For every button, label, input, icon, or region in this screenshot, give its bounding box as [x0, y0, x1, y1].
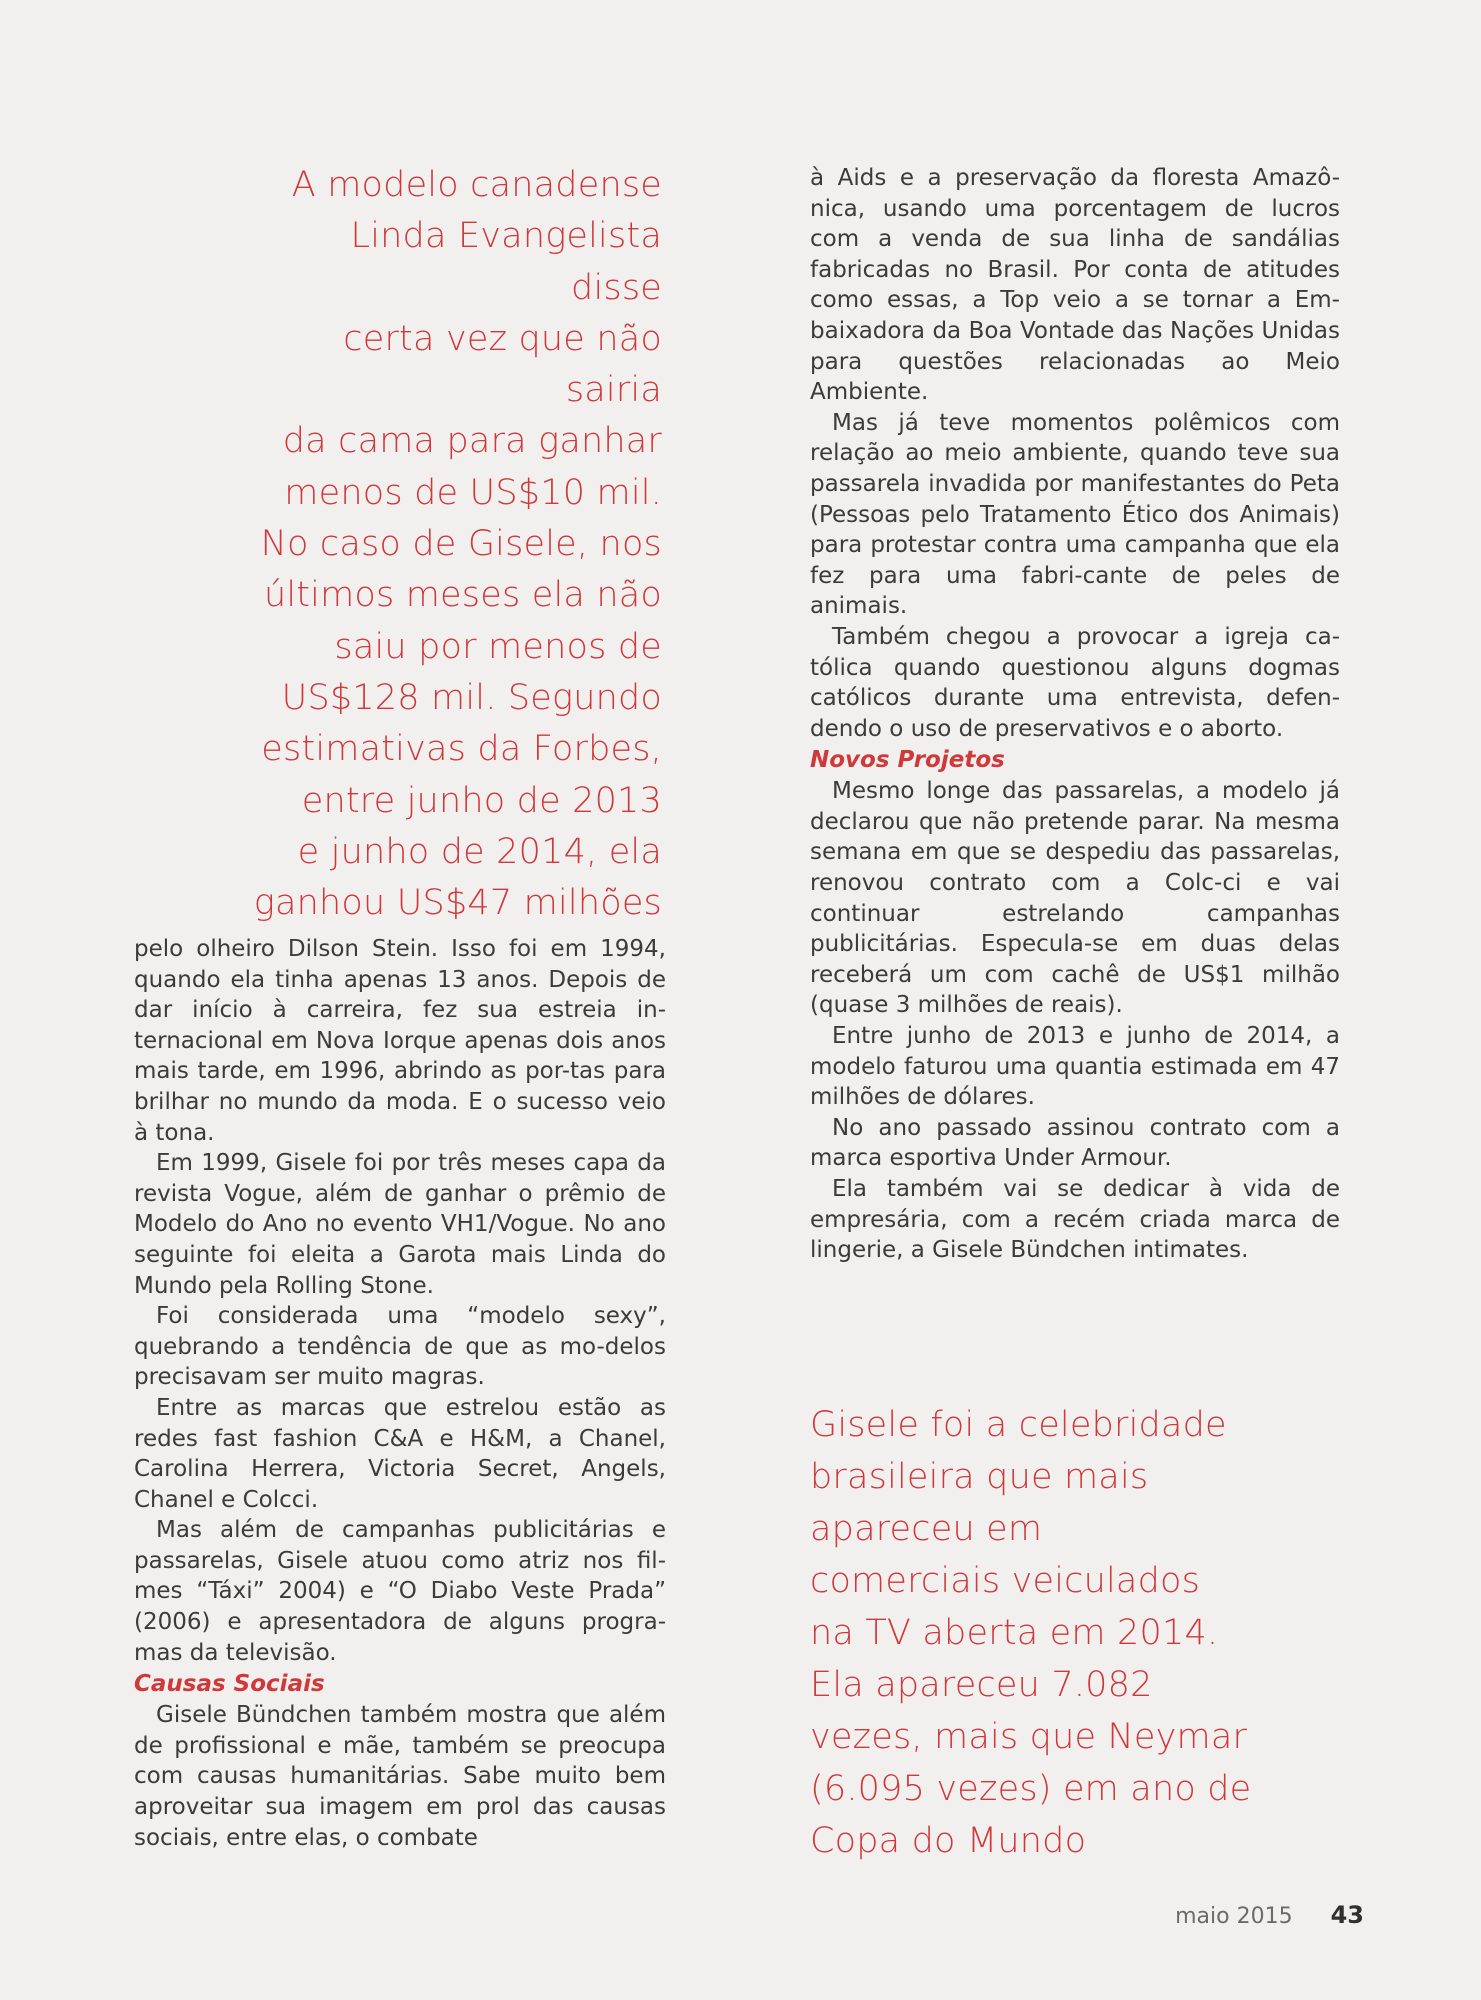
pull-quote-line: ganhou US$47 milhões [253, 883, 662, 924]
paragraph: Mas já teve momentos polêmicos com relação ao meio ambiente, quando teve sua passarela invadida por manifestantes do Peta (Pessoas pelo Tratamento Ético dos Animais) para protestar contra uma campanha que ela fez para uma fabri-cante de peles de animais. [810, 409, 1340, 620]
page-number: 43 [1330, 1901, 1364, 1929]
paragraph: Mesmo longe das passarelas, a modelo já declarou que não pretende parar. Na mesma semana em que se despediu das passarelas, renovou contrato com a Colc-ci e vai continuar estrelando campanhas publicitárias. Especula-se em duas delas receberá um com cachê de US$1 milhão (quase 3 milhões de reais). [810, 778, 1340, 1019]
pull-quote-line: estimativas da Forbes, [261, 729, 662, 770]
paragraph: Entre junho de 2013 e junho de 2014, a modelo faturou uma quantia estimada em 47 milhões de dólares. [810, 1023, 1340, 1111]
paragraph: à Aids e a preservação da floresta Amazô-nica, usando uma porcentagem de lucros com a venda de sua linha de sandálias fabricadas no Brasil. Por conta de atitudes como essas, a Top veio a se tornar a Em-baixadora da Boa Vontade das Nações Unidas para questões relacionadas ao Meio Ambiente. [810, 165, 1340, 406]
pull-quote-line: entre junho de 2013 [301, 780, 662, 821]
pull-quote-line: na TV aberta em 2014. [810, 1613, 1219, 1653]
paragraph: Também chegou a provocar a igreja ca-tólica quando questionou alguns dogmas católicos durante uma entrevista, defen-dendo o uso de preservativos e o aborto. [810, 623, 1340, 742]
pull-quote-bottom [810, 1399, 1280, 1867]
paragraph: Mas além de campanhas publicitárias e passarelas, Gisele atuou como atriz nos fil-mes “Táxi” 2004) e “O Diabo Veste Prada” (2006) e apresentadora de alguns progra-mas da televisão. [134, 1517, 666, 1666]
pull-quote-line: apareceu em [810, 1509, 1043, 1549]
pull-quote-line: brasileira que mais [810, 1457, 1149, 1497]
pull-quote-line: Copa do Mundo [810, 1821, 1087, 1861]
pull-quote-line: da cama para ganhar [282, 421, 662, 462]
pull-quote-line: saiu por menos de [334, 626, 662, 667]
issue-date: maio 2015 [1175, 1904, 1293, 1929]
right-column [810, 163, 1340, 1266]
section-heading-novos-projetos: Novos Projetos [810, 747, 1005, 774]
paragraph: Em 1999, Gisele foi por três meses capa da revista Vogue, além de ganhar o prêmio de Modelo do Ano no evento VH1/Vogue. No ano seguinte foi eleita a Garota mais Linda do Mundo pela Rolling Stone. [134, 1150, 666, 1299]
pull-quote-line: Linda Evangelista disse [350, 216, 662, 308]
pull-quote-line: A modelo canadense [291, 165, 662, 205]
left-column [134, 934, 666, 1853]
pull-quote-line: No caso de Gisele, nos [260, 524, 662, 565]
section-heading-causas-sociais: Causas Sociais [134, 1671, 325, 1698]
pull-quote-line: últimos meses ela não [263, 575, 662, 616]
pull-quote-line: menos de US$10 mil. [284, 472, 662, 513]
pull-quote-line: Gisele foi a celebridade [810, 1405, 1227, 1445]
paragraph: Gisele Bündchen também mostra que além de profissional e mãe, também se preocupa com causas humanitárias. Sabe muito bem aproveitar sua imagem em prol das causas sociais, entre elas, o combate [134, 1702, 666, 1851]
paragraph: Entre as marcas que estrelou estão as redes fast fashion C&A e H&M, a Chanel, Carolina Herrera, Victoria Secret, Angels, Chanel e Colcci. [134, 1394, 666, 1513]
paragraph: Foi considerada uma “modelo sexy”, quebrando a tendência de que as mo-delos precisavam ser muito magras. [134, 1303, 666, 1391]
pull-quote-line: (6.095 vezes) em ano de [810, 1769, 1252, 1809]
paragraph: Ela também vai se dedicar à vida de empresária, com a recém criada marca de lingerie, a Gisele Bündchen intimates. [810, 1176, 1340, 1264]
pull-quote-line: e junho de 2014, ela [297, 831, 662, 872]
pull-quote-line: certa vez que não sairia [343, 318, 662, 411]
paragraph: No ano passado assinou contrato com a marca esportiva Under Armour. [810, 1114, 1340, 1172]
pull-quote-line: US$128 mil. Segundo [281, 677, 662, 718]
paragraph: pelo olheiro Dilson Stein. Isso foi em 1994, quando ela tinha apenas 13 anos. Depois de dar início à carreira, fez sua estreia in-ternacional em Nova Iorque apenas dois anos mais tarde, em 1996, abrindo as por-tas para brilhar no mundo da moda. E o sucesso veio à tona. [134, 936, 666, 1146]
page-footer [1175, 1901, 1364, 1929]
pull-quote-top [250, 160, 662, 929]
pull-quote-line: vezes, mais que Neymar [810, 1717, 1248, 1757]
pull-quote-line: comerciais veiculados [810, 1561, 1201, 1601]
pull-quote-line: Ela apareceu 7.082 [810, 1665, 1153, 1705]
